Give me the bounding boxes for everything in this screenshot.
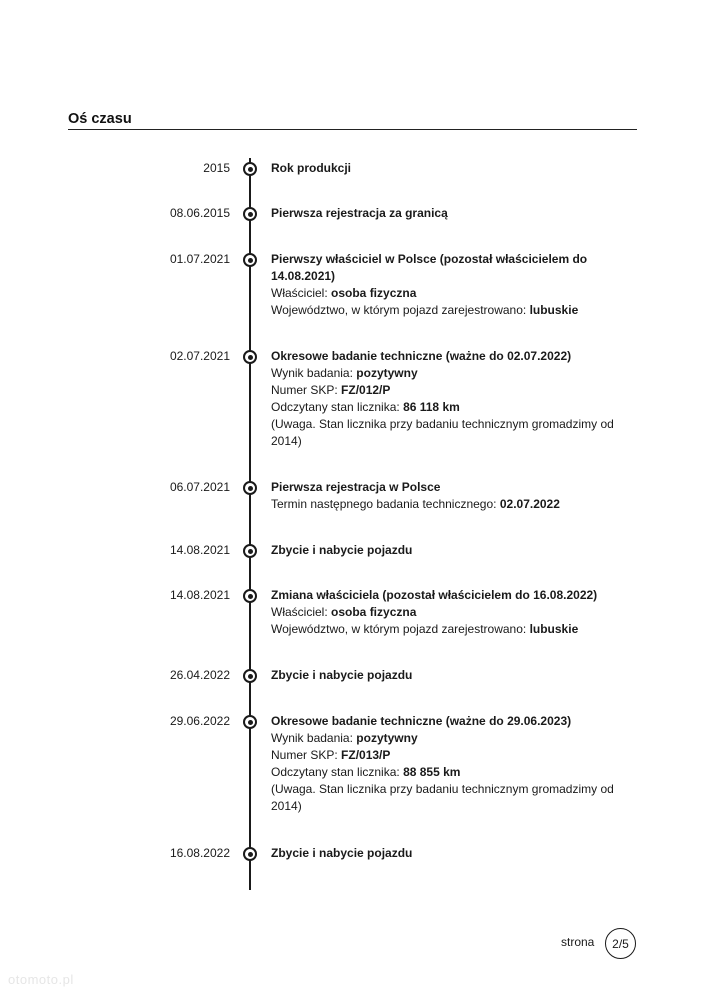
timeline-dot-icon	[243, 544, 257, 558]
event-date: 14.08.2021	[169, 543, 230, 557]
section-divider	[68, 129, 637, 130]
event-skp-line	[271, 747, 637, 764]
event-title: Pierwsza rejestracja w Polsce	[271, 480, 441, 494]
event-date: 02.07.2021	[169, 349, 230, 363]
event-body	[271, 713, 637, 815]
owner-value: osoba fizyczna	[331, 286, 417, 300]
event-title: Okresowe badanie techniczne (ważne do 02.07.2022)	[271, 349, 572, 363]
skp-label: Numer SKP:	[271, 383, 338, 397]
region-label: Województwo, w którym pojazd zarejestrowano:	[271, 622, 527, 636]
event-date: 29.06.2022	[169, 714, 230, 728]
skp-label: Numer SKP:	[271, 748, 338, 762]
event-body	[271, 160, 637, 177]
event-odometer-line	[271, 399, 637, 416]
event-title: Pierwsza rejestracja za granicą	[271, 206, 448, 220]
result-label: Wynik badania:	[271, 366, 353, 380]
event-title: Pierwszy właściciel w Polsce (pozostał właścicielem do 14.08.2021)	[271, 252, 588, 283]
timeline-dot-icon	[243, 669, 257, 683]
timeline-dot-icon	[243, 162, 257, 176]
event-result-line	[271, 730, 637, 747]
next-inspection-value: 02.07.2022	[499, 497, 560, 511]
event-note: (Uwaga. Stan licznika przy badaniu technicznym gromadzimy od 2014)	[271, 782, 614, 813]
event-owner-line	[271, 604, 637, 621]
result-value: pozytywny	[356, 366, 418, 380]
event-result-line	[271, 365, 637, 382]
event-body	[271, 348, 637, 450]
odometer-label: Odczytany stan licznika:	[271, 400, 400, 414]
result-label: Wynik badania:	[271, 731, 353, 745]
event-body	[271, 479, 637, 513]
event-note: (Uwaga. Stan licznika przy badaniu technicznym gromadzimy od 2014)	[271, 417, 614, 448]
odometer-label: Odczytany stan licznika:	[271, 765, 400, 779]
event-next-inspection-line	[271, 496, 637, 513]
timeline-dot-icon	[243, 481, 257, 495]
timeline-line	[249, 158, 251, 890]
owner-label: Właściciel:	[271, 605, 328, 619]
skp-value: FZ/012/P	[341, 383, 391, 397]
event-title: Zbycie i nabycie pojazdu	[271, 846, 413, 860]
owner-label: Właściciel:	[271, 286, 328, 300]
timeline-dot-icon	[243, 847, 257, 861]
event-title: Zbycie i nabycie pojazdu	[271, 543, 413, 557]
event-body	[271, 251, 637, 319]
region-value: lubuskie	[529, 622, 579, 636]
event-date: 06.07.2021	[169, 480, 230, 494]
region-value: lubuskie	[529, 303, 579, 317]
timeline-dot-icon	[243, 589, 257, 603]
event-title: Zbycie i nabycie pojazdu	[271, 668, 413, 682]
owner-value: osoba fizyczna	[331, 605, 417, 619]
event-date: 01.07.2021	[169, 252, 230, 266]
odometer-value: 88 855 km	[403, 765, 461, 779]
event-title: Okresowe badanie techniczne (ważne do 29.06.2023)	[271, 714, 572, 728]
timeline-dot-icon	[243, 715, 257, 729]
event-title: Rok produkcji	[271, 161, 352, 175]
event-date: 08.06.2015	[169, 206, 230, 220]
timeline-dot-icon	[243, 207, 257, 221]
result-value: pozytywny	[356, 731, 418, 745]
page-label: strona	[561, 935, 595, 949]
event-date: 26.04.2022	[169, 668, 230, 682]
event-odometer-line	[271, 764, 637, 781]
event-body	[271, 205, 637, 222]
page-number-badge: 2/5	[605, 928, 636, 959]
event-body	[271, 667, 637, 684]
event-date: 2015	[203, 161, 230, 175]
region-label: Województwo, w którym pojazd zarejestrowano:	[271, 303, 527, 317]
skp-value: FZ/013/P	[341, 748, 391, 762]
watermark: otomoto.pl	[8, 972, 74, 987]
event-body	[271, 542, 637, 559]
timeline-dot-icon	[243, 350, 257, 364]
section-title: Oś czasu	[68, 111, 132, 127]
event-skp-line	[271, 382, 637, 399]
event-title: Zmiana właściciela (pozostał właścicielem do 16.08.2022)	[271, 588, 598, 602]
event-body	[271, 587, 637, 638]
event-region-line	[271, 621, 637, 638]
event-date: 16.08.2022	[169, 846, 230, 860]
event-date: 14.08.2021	[169, 588, 230, 602]
next-inspection-label: Termin następnego badania technicznego:	[271, 497, 497, 511]
event-owner-line	[271, 285, 637, 302]
odometer-value: 86 118 km	[403, 400, 460, 414]
event-body	[271, 845, 637, 862]
timeline-dot-icon	[243, 253, 257, 267]
event-region-line	[271, 302, 637, 319]
